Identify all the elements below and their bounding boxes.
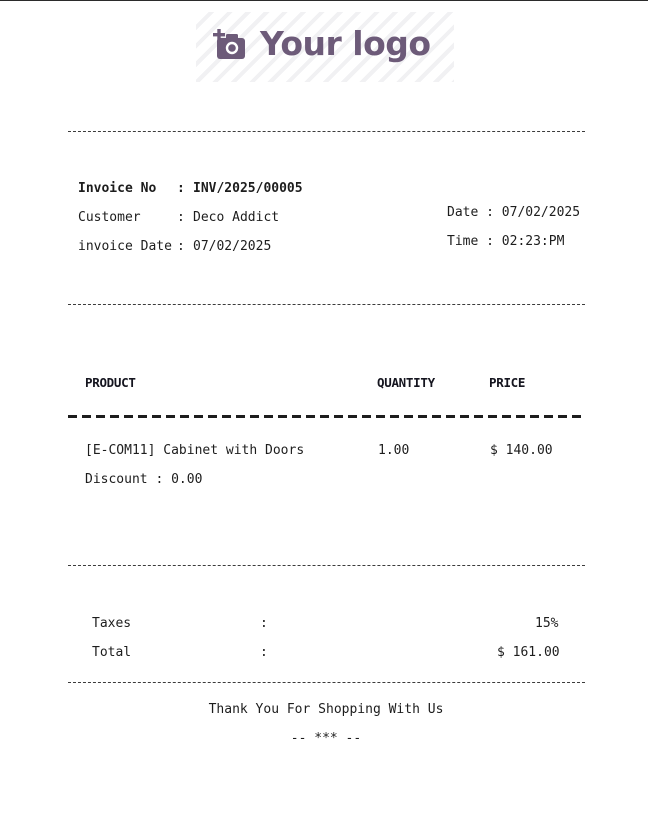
camera-plus-icon — [213, 29, 247, 63]
divider — [68, 304, 585, 305]
invoice-date-value: 07/02/2025 — [193, 239, 272, 254]
print-time: Time : 02:23:PM — [447, 234, 565, 249]
footer-stars: -- *** -- — [290, 731, 362, 746]
customer-value: Deco Addict — [193, 210, 280, 225]
thank-you-message: Thank You For Shopping With Us — [208, 702, 444, 717]
taxes-value: 15% — [535, 616, 559, 631]
invoice-date-label: invoice Date — [78, 239, 172, 254]
taxes-sep: : — [260, 616, 268, 631]
divider — [68, 131, 585, 132]
customer-label: Customer — [78, 210, 141, 225]
invoice-number-sep: : — [177, 181, 185, 196]
row-product: [E-COM11] Cabinet with Doors — [85, 443, 305, 458]
top-border — [0, 0, 648, 1]
total-value: $ 161.00 — [497, 645, 560, 660]
column-header-quantity: QUANTITY — [377, 375, 435, 390]
invoice-date-sep: : — [177, 239, 185, 254]
print-date: Date : 07/02/2025 — [447, 205, 581, 220]
header-divider — [68, 415, 585, 418]
row-discount: Discount : 0.00 — [85, 472, 203, 487]
row-price: $ 140.00 — [490, 443, 553, 458]
invoice-number-value: INV/2025/00005 — [193, 181, 303, 196]
total-label: Total — [92, 645, 132, 660]
divider — [68, 682, 585, 683]
taxes-label: Taxes — [92, 616, 132, 631]
logo — [196, 12, 454, 82]
row-quantity: 1.00 — [378, 443, 410, 458]
column-header-product: PRODUCT — [85, 375, 136, 390]
invoice-number-label: Invoice No — [78, 181, 157, 196]
logo-text: Your logo — [260, 24, 431, 63]
total-sep: : — [260, 645, 268, 660]
customer-sep: : — [177, 210, 185, 225]
column-header-price: PRICE — [489, 375, 526, 390]
divider — [68, 565, 585, 566]
